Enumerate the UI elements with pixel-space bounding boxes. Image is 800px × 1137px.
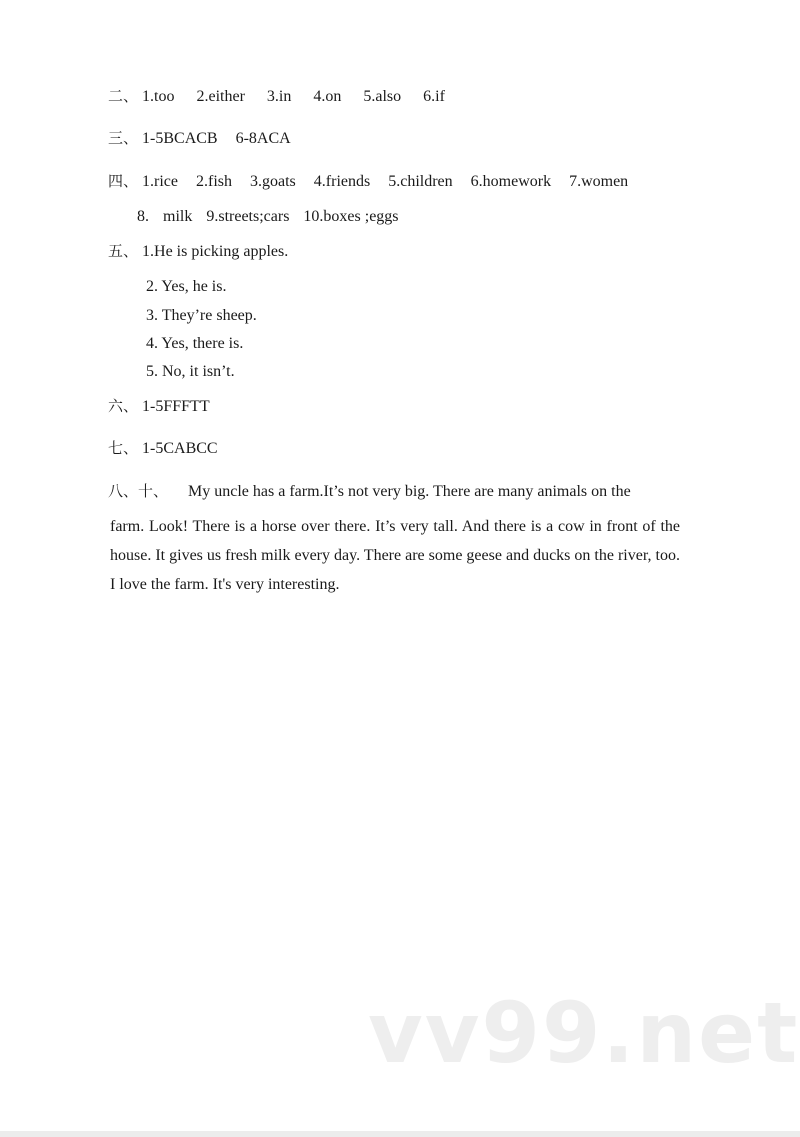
answer-item: 5.children (388, 173, 453, 190)
answer-item: 6-8ACA (235, 130, 291, 147)
essay-first-line: My uncle has a farm.It’s not very big. There are many animals on the (188, 483, 631, 500)
answer-item: 1.rice (142, 173, 178, 190)
answer-item: 1.too (142, 88, 175, 105)
section-6 (108, 396, 210, 417)
answer-item: 7.women (569, 173, 629, 190)
answer-item: 2. Yes, he is. (146, 278, 227, 295)
page-bottom-edge (0, 1131, 800, 1137)
answer-item: 4.on (313, 88, 342, 105)
section-number: 六、 (108, 397, 139, 415)
section-number: 三、 (108, 129, 139, 147)
answer-item: 8. (137, 208, 149, 225)
answer-item: 10.boxes ;eggs (303, 208, 399, 225)
answer-item: 1.He is picking apples. (142, 243, 289, 260)
section-4 (108, 171, 628, 192)
answer-item: 1-5BCACB (142, 130, 218, 147)
section-2 (108, 86, 445, 107)
answer-item: milk (163, 208, 193, 225)
section-4-continued (137, 207, 399, 227)
section-5 (108, 241, 288, 262)
answer-item: 1-5CABCC (142, 440, 218, 457)
watermark-text: vv99.net (368, 984, 800, 1082)
answer-item: 5. No, it isn’t. (146, 363, 235, 380)
answer-item: 5.also (363, 88, 402, 105)
section-number: 四、 (108, 172, 139, 190)
answer-item: 6.if (423, 88, 445, 105)
answer-item: 3.goats (250, 173, 296, 190)
section-number: 二、 (108, 87, 139, 105)
answer-item: 2.either (196, 88, 245, 105)
answer-item: 4. Yes, there is. (146, 335, 244, 352)
section-7 (108, 438, 218, 459)
answer-item: 3. They’re sheep. (146, 307, 257, 324)
answer-item: 9.streets;cars (206, 208, 290, 225)
answer-item: 4.friends (313, 173, 371, 190)
answer-item: 2.fish (196, 173, 232, 190)
section-number: 五、 (108, 242, 139, 260)
answer-item: 3.in (266, 88, 292, 105)
section-number: 七、 (108, 439, 139, 457)
section-8 (108, 481, 631, 502)
section-number: 八、十、 (108, 482, 169, 500)
essay-paragraph: farm. Look! There is a horse over there. It’s very tall. And there is a cow in front of the house. It gives us fresh milk every day. There are some geese and ducks on the river, too. I love the farm. It's very interesting. (110, 518, 680, 593)
answer-item: 1-5FFFTT (142, 398, 210, 415)
answer-item: 6.homework (470, 173, 552, 190)
section-3 (108, 128, 291, 149)
